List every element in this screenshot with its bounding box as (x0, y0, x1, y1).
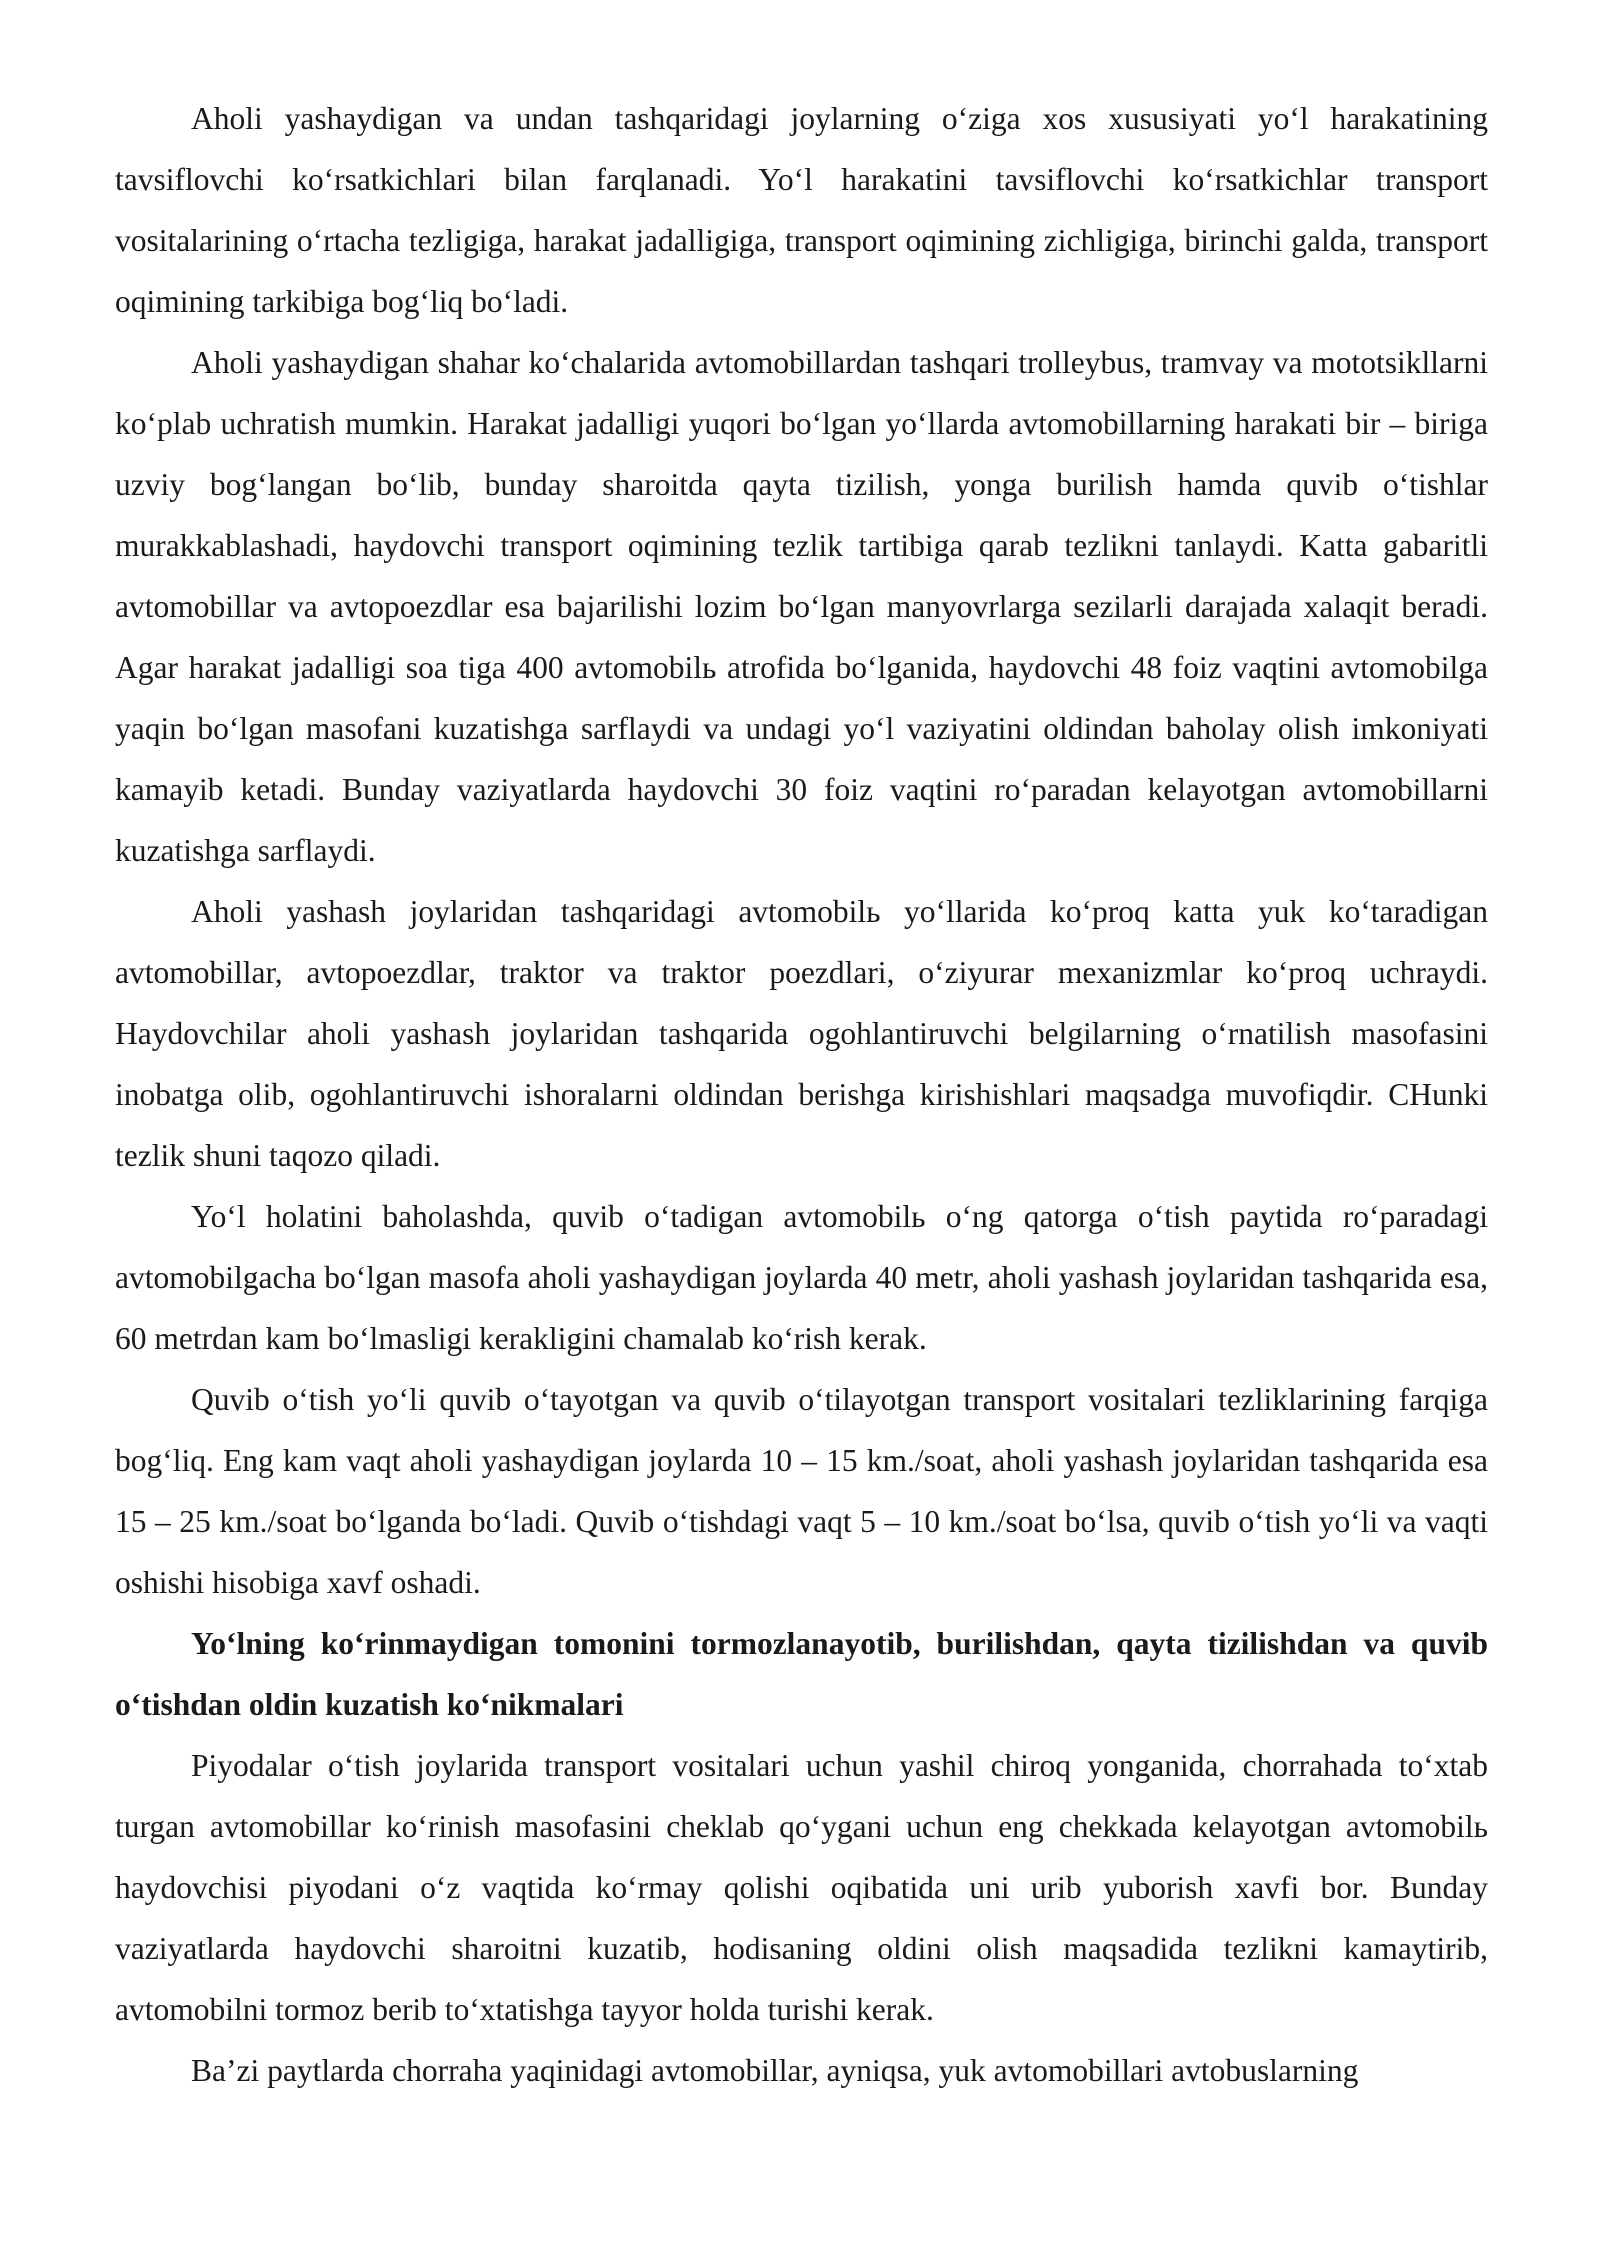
paragraph: Aholi yashaydigan va undan tashqaridagi joylarning o‘ziga xos xususiyati yo‘l harakatining tavsiflovchi ko‘rsatkichlari bilan farqlanadi. Yo‘l harakatini tavsiflovchi ko‘rsatkichlar transport vositalarining o‘rtacha tezligiga, harakat jadalligiga, transport oqimining zichligiga, birinchi galda, transport oqimining tarkibiga bog‘liq bo‘ladi. (115, 101, 1488, 319)
paragraph: Aholi yashaydigan shahar ko‘chalarida avtomobillardan tashqari trolleybus, tramvay va mototsikllarni ko‘plab uchratish mumkin. Harakat jadalligi yuqori bo‘lgan yo‘llarda avtomobillarning harakati bir – biriga uzviy bog‘langan bo‘lib, bunday sharoitda qayta tizilish, yonga burilish hamda quvib o‘tishlar murakkablashadi, haydovchi transport oqimining tezlik tartibiga qarab tezlikni tanlaydi. Katta gabaritli avtomobillar va avtopoezdlar esa bajarilishi lozim bo‘lgan manyovrlarga sezilarli darajada xalaqit beradi. Agar harakat jadalligi soa tiga 400 avtomobilь atrofida bo‘lganida, haydovchi 48 foiz vaqtini avtomobilga yaqin bo‘lgan masofani kuzatishga sarflaydi va undagi yo‘l vaziyatini oldindan baholay olish imkoniyati kamayib ketadi. Bunday vaziyatlarda haydovchi 30 foiz vaqtini ro‘paradan kelayotgan avtomobillarni kuzatishga sarflaydi. (115, 345, 1488, 868)
paragraph: Quvib o‘tish yo‘li quvib o‘tayotgan va quvib o‘tilayotgan transport vositalari tezliklarining farqiga bog‘liq. Eng kam vaqt aholi yashaydigan joylarda 10 – 15 km./soat, aholi yashash joylaridan tashqarida esa 15 – 25 km./soat bo‘lganda bo‘ladi. Quvib o‘tishdagi vaqt 5 – 10 km./soat bo‘lsa, quvib o‘tish yo‘li va vaqti oshishi hisobiga xavf oshadi. (115, 1382, 1488, 1600)
paragraph: Piyodalar o‘tish joylarida transport vositalari uchun yashil chiroq yonganida, chorrahada to‘xtab turgan avtomobillar ko‘rinish masofasini cheklab qo‘ygani uchun eng chekkada kelayotgan avtomobilь haydovchisi piyodani o‘z vaqtida ko‘rmay qolishi oqibatida uni urib yuborish xavfi bor. Bunday vaziyatlarda haydovchi sharoitni kuzatib, hodisaning oldini olish maqsadida tezlikni kamaytirib, avtomobilni tormoz berib to‘xtatishga tayyor holda turishi kerak. (115, 1748, 1488, 2027)
paragraph: Yo‘l holatini baholashda, quvib o‘tadigan avtomobilь o‘ng qatorga o‘tish paytida ro‘paradagi avtomobilgacha bo‘lgan masofa aholi yashaydigan joylarda 40 metr, aholi yashash joylaridan tashqarida esa, 60 metrdan kam bo‘lmasligi kerakligini chamalab ko‘rish kerak. (115, 1199, 1488, 1356)
document-page (115, 88, 1488, 2101)
paragraph: Ba’zi paytlarda chorraha yaqinidagi avtomobillar, ayniqsa, yuk avtomobillari avtobuslarning (191, 2053, 1359, 2088)
section-heading: Yo‘lning ko‘rinmaydigan tomonini tormozlanayotib, burilishdan, qayta tizilishdan va quvib o‘tishdan oldin kuzatish ko‘nikmalari (115, 1626, 1488, 1722)
paragraph: Aholi yashash joylaridan tashqaridagi avtomobilь yo‘llarida ko‘proq katta yuk ko‘taradigan avtomobillar, avtopoezdlar, traktor va traktor poezdlari, o‘ziyurar mexanizmlar ko‘proq uchraydi. Haydovchilar aholi yashash joylaridan tashqarida ogohlantiruvchi belgilarning o‘rnatilish masofasini inobatga olib, ogohlantiruvchi ishoralarni oldindan berishga kirishishlari maqsadga muvofiqdir. CHunki tezlik shuni taqozo qiladi. (115, 894, 1488, 1173)
